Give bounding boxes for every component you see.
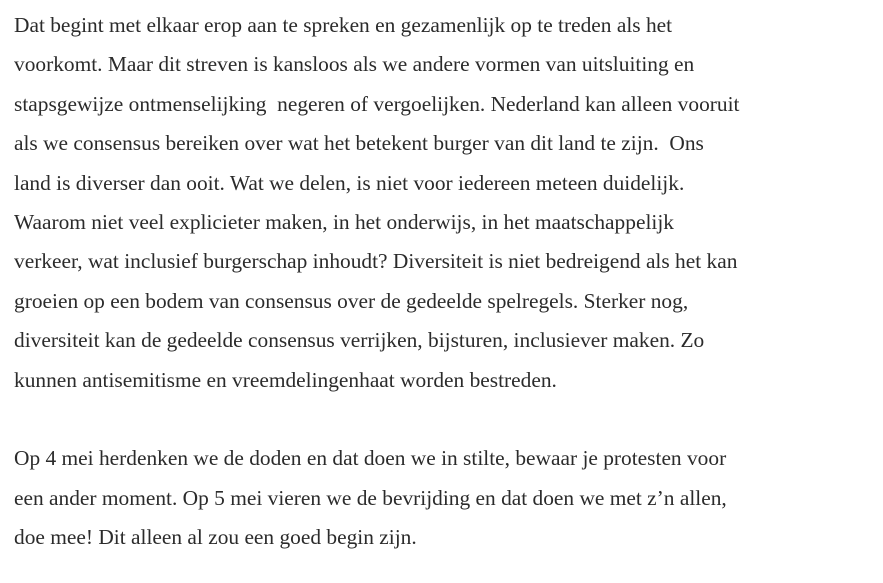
- paragraph-2: [14, 439, 883, 557]
- paragraph-line: diversiteit kan de gedeelde consensus verrijken, bijsturen, inclusiever maken. Zo: [14, 328, 705, 353]
- paragraph-1: [14, 6, 883, 400]
- paragraph-line: land is diverser dan ooit. Wat we delen, is niet voor iedereen meteen duidelijk.: [14, 170, 685, 195]
- paragraph-line: Waarom niet veel explicieter maken, in het onderwijs, in het maatschappelijk: [14, 210, 674, 235]
- paragraph-spacer: [14, 400, 883, 439]
- paragraph-line: als we consensus bereiken over wat het betekent burger van dit land te zijn. Ons: [14, 131, 704, 156]
- paragraph-line: stapsgewijze ontmenselijking negeren of vergoelijken. Nederland kan alleen vooruit: [14, 91, 740, 116]
- paragraph-line: voorkomt. Maar dit streven is kansloos als we andere vormen van uitsluiting en: [14, 52, 695, 77]
- paragraph-line: doe mee! Dit alleen al zou een goed begin zijn.: [14, 525, 417, 550]
- paragraph-line: kunnen antisemitisme en vreemdelingenhaat worden bestreden.: [14, 367, 557, 392]
- paragraph-line: verkeer, wat inclusief burgerschap inhoudt? Diversiteit is niet bedreigend als het kan: [14, 249, 738, 274]
- paragraph-line: Op 4 mei herdenken we de doden en dat doen we in stilte, bewaar je protesten voor: [14, 446, 727, 471]
- paragraph-line: groeien op een bodem van consensus over de gedeelde spelregels. Sterker nog,: [14, 288, 689, 313]
- paragraph-line: een ander moment. Op 5 mei vieren we de bevrijding en dat doen we met z’n allen,: [14, 485, 727, 510]
- paragraph-line: Dat begint met elkaar erop aan te spreken en gezamenlijk op te treden als het: [14, 13, 673, 37]
- article-body: [14, 6, 883, 558]
